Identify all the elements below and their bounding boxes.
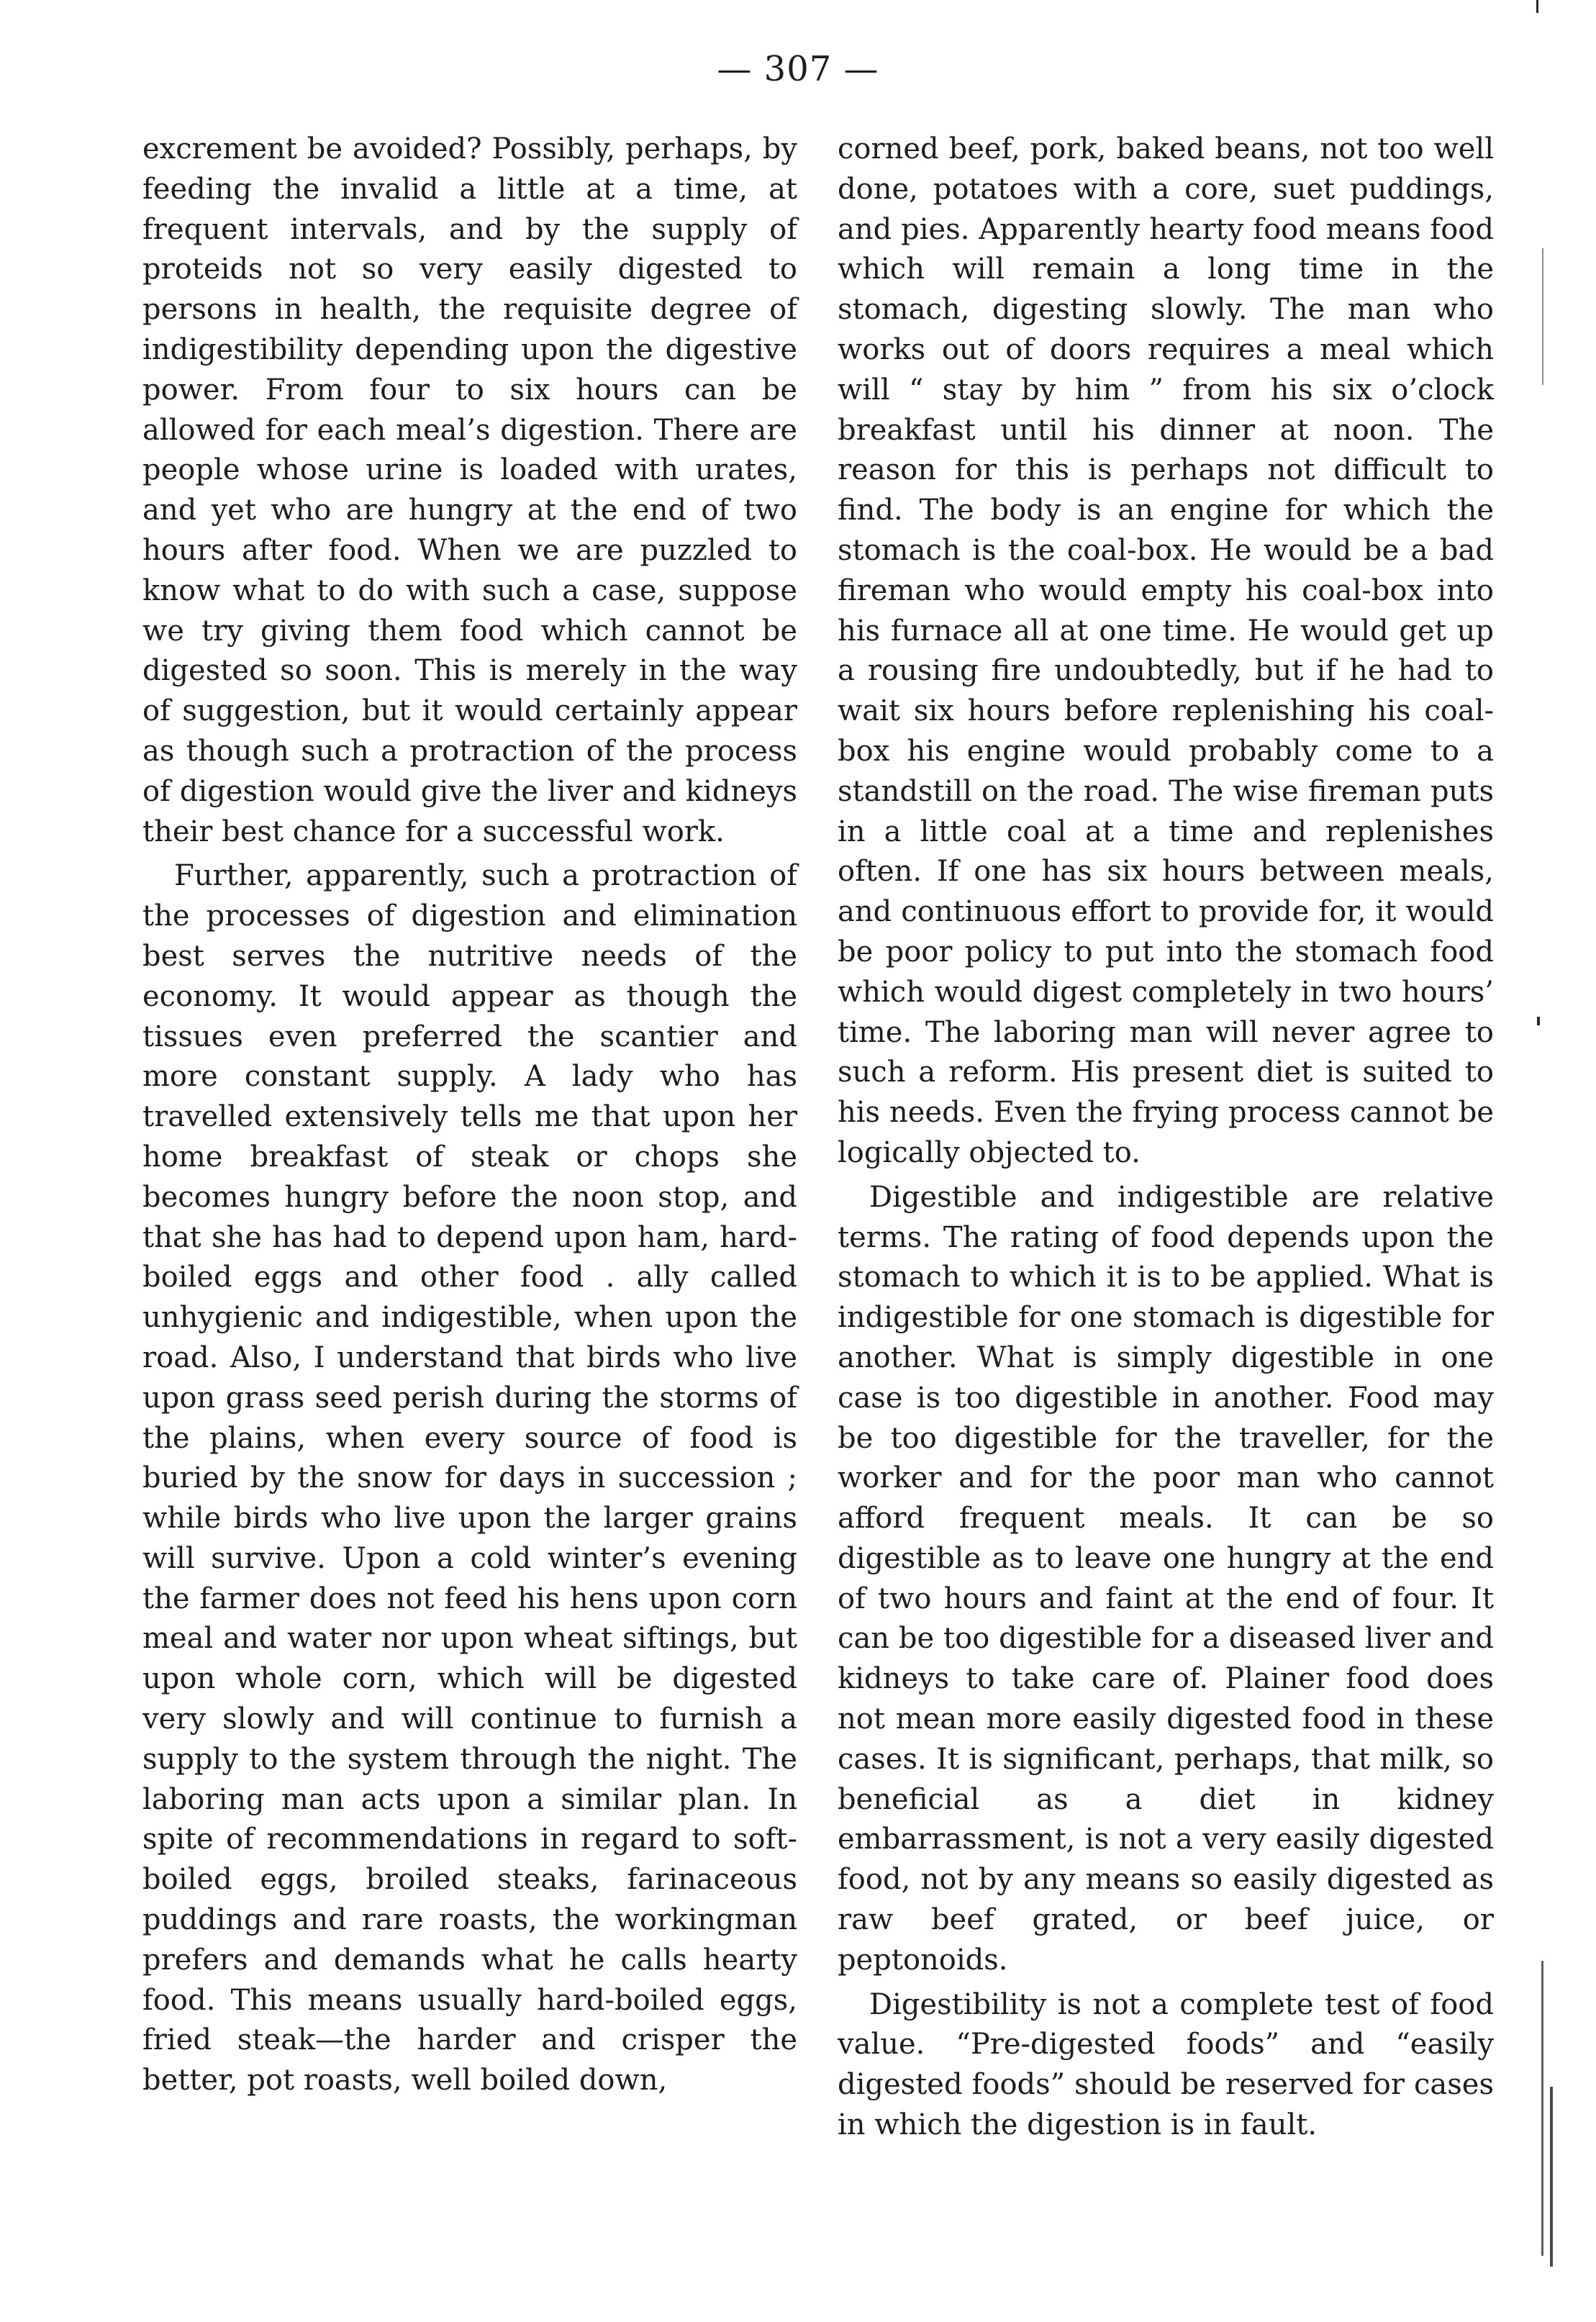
left-paragraph-1: excrement be avoided? Possibly, perhaps, by feeding the invalid a little at a time, at frequent intervals, and by the supply of proteids not so very easily digested to persons in health, the requisite degree of indigestibility depending upon the digestive power. From four to six hours can be allowed for each meal’s digestion. There are people whose urine is loaded with urates, and yet who are hungry at the end of two hours after food. When we are puzzled to know what to do with such a case, suppose we try giving them food which cannot be digested so soon. This is merely in the way of suggestion, but it would certainly appear as though such a protraction of the process of digestion would give the liver and kidneys their best chance for a successful work. <box>142 132 797 848</box>
left-paragraph-2: Further, apparently, such a protraction of the processes of digestion and elimination best serves the nutritive needs of the economy. It would appear as though the tissues even preferred the scantier and more constant supply. A lady who has travelled extensively tells me that upon her home breakfast of steak or chops she becomes hungry before the noon stop, and that she has had to depend upon ham, hard-boiled eggs and other food . ally called unhygienic and indigestible, when upon the road. Also, I understand that birds who live upon grass seed perish during the storms of the plains, when every source of food is buried by the snow for days in succession ; while birds who live upon the larger grains will survive. Upon a cold winter’s evening the farmer does not feed his hens upon corn meal and water nor upon wheat siftings, but upon whole corn, which will be digested very slowly and will continue to furnish a supply to the system through the night. The laboring man acts upon a similar plan. In spite of recommendations in regard to soft-boiled eggs, broiled steaks, farinaceous puddings and rare roasts, the workingman prefers and demands what he calls hearty food. This means usually hard-boiled eggs, fried steak—the harder and crisper the better, pot roasts, well boiled down, <box>142 859 797 2097</box>
right-paragraph-3: Digestibility is not a complete test of food value. “Pre-digested foods” and “easily digested foods” should be reserved for cases in which the digestion is in fault. <box>838 1987 1494 2142</box>
right-paragraph-1: corned beef, pork, baked beans, not too well done, potatoes with a core, suet puddings, and pies. Apparently hearty food means food which will remain a long time in the stomach, digesting slowly. The man who works out of doors requires a meal which will “ stay by him ” from his six o’clock breakfast until his dinner at noon. The reason for this is perhaps not difficult to find. The body is an engine for which the stomach is the coal-box. He would be a bad fireman who would empty his coal-box into his furnace all at one time. He would get up a rousing fire undoubtedly, but if he had to wait six hours before replenishing his coal-box his engine would probably come to a standstill on the road. The wise fireman puts in a little coal at a time and replenishes often. If one has six hours between meals, and continuous effort to provide for, it would be poor policy to put into the stomach food which would digest completely in two hours’ time. The laboring man will never agree to such a reform. His present diet is suited to his needs. Even the frying process cannot be logically objected to. <box>838 132 1494 1169</box>
scan-mark-top-right <box>1536 0 1538 13</box>
scan-mark-right-edge-3 <box>1541 1961 1543 2256</box>
page-number: — 307 — <box>717 49 879 89</box>
right-paragraph-2: Digestible and indigestible are relative terms. The rating of food depends upon the stomach to which it is to be applied. What is indigestible for one stomach is digestible for another. What is simply digestible in one case is too digestible in another. Food may be too digestible for the traveller, for the worker and for the poor man who cannot afford frequent meals. It can be so digestible as to leave one hungry at the end of two hours and faint at the end of four. It can be too digestible for a diseased liver and kidneys to take care of. Plainer food does not mean more easily digested food in these cases. It is significant, perhaps, that milk, so beneficial as a diet in kidney embarrassment, is not a very easily digested food, not by any means so easily digested as raw beef grated, or beef juice, or peptonoids. <box>838 1180 1494 1977</box>
scan-mark-right-edge-1 <box>1542 248 1543 385</box>
right-text-column <box>838 130 1494 2146</box>
scan-mark-right-edge-4 <box>1550 2087 1553 2267</box>
scan-mark-right-edge-2 <box>1537 1017 1540 1025</box>
left-text-column <box>142 130 797 2101</box>
